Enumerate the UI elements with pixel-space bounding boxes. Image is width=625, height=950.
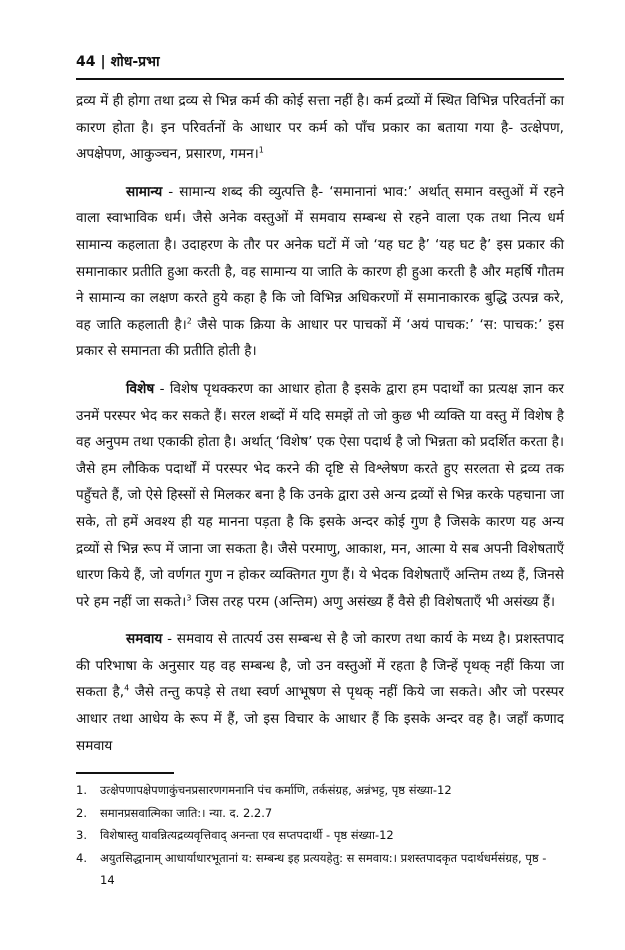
footnote-text: समानप्रसवात्मिका जाति:। न्या. द. 2.2.7	[100, 805, 273, 820]
footnote-ref-1: 1	[258, 145, 264, 155]
vishesh-text-b: जिस तरह परम (अन्तिम) अणु असंख्य हैं वैसे ही विशेषताएँ भी असंख्य हैं।	[191, 593, 556, 610]
page-number: 44	[76, 54, 96, 70]
samavay-text-a: - समवाय से तात्पर्य उस सम्बन्ध से है जो कारण तथा कार्य के मध्य है। प्रशस्तपाद की परिभाषा के अनुसार यह वह सम्बन्ध है, जो उन वस्तुओं में रहता है जिन्हें पृथक् नहीं किया जा सकता है,	[76, 631, 564, 701]
footnote-number: 4.	[76, 850, 87, 865]
footnote-number: 3.	[76, 828, 87, 842]
footnote-item	[76, 824, 564, 847]
samanya-text-a: - सामान्य शब्द की व्युत्पत्ति है- ‘समानानां भाव:’ अर्थात् समान वस्तुओं में रहने वाला स्वाभाविक धर्म। जैसे अनेक वस्तुओं में समवाय सम्बन्ध से रहने वाला एक तथा नित्य धर्म सामान्य कहलाता है। उदाहरण के तौर पर अनेक घटों में जो ‘यह घट है’ ‘यह घट है’ इस प्रकार की समानाकार प्रतीति हुआ करती है, वह सामान्य या जाति के कारण ही हुआ करती है और महर्षि गौतम ने सामान्य का लक्षण करते हुये कहा है कि जो विभिन्न अधिकरणों में समानाकारक बुद्धि उत्पन्न करे, वह जाति कहलाती है।	[76, 183, 564, 333]
footnote-item	[76, 802, 564, 825]
term-samavay: समवाय	[126, 631, 163, 648]
paragraph-samavay	[76, 626, 564, 759]
paragraph-samanya	[76, 179, 564, 365]
vishesh-text-a: - विशेष पृथक्करण का आधार होता है इसके द्वारा हम पदार्थों का प्रत्यक्ष ज्ञान कर उनमें परस्पर भेद कर सकते हैं। सरल शब्दों में यदि समझें तो जो कुछ भी व्यक्ति या वस्तु में विशेष है वह अनुपम तथा एकाकी होता है। अर्थात् ‘विशेष’ एक ऐसा पदार्थ है जो भिन्नता को प्रदर्शित करता है। जैसे हम लौकिक पदार्थों में परस्पर भेद करने की दृष्टि से विश्लेषण करते हुए सरलता से द्रव्य तक पहुँचते हैं, जो ऐसे हिस्सों से मिलकर बना है कि उनके द्वारा उसे अन्य द्रव्यों से भिन्न करके पहचाना जा सके, तो हमें अवश्य ही यह मानना पड़ता है कि इसके अन्दर कोई गुण है जिसके कारण यह अन्य द्रव्यों से भिन्न रूप में जाना जा सकता है। जैसे परमाणु, आकाश, मन, आत्मा ये सब अपनी विशेषताएँ धारण किये हैं, जो वर्णगत गुण न होकर व्यक्तिगत गुण हैं। ये भेदक विशेषताएँ अन्तिम तथ्य हैं, जिनसे परे हम नहीं जा सकते।	[76, 380, 564, 610]
header-rule	[76, 78, 564, 80]
journal-title: शोध-प्रभा	[110, 54, 160, 70]
header-separator: |	[100, 54, 106, 70]
footnote-text: अयुतसिद्धानाम् आधार्याधारभूतानां य: सम्बन्ध इह प्रत्ययहेतु: स समवाय:। प्रशस्तपादकृत पदार्थधर्मसंग्रह, पृष्ठ - 14	[100, 850, 547, 887]
footnote-ref-4: 4	[124, 683, 130, 693]
term-vishesh: विशेष	[126, 380, 155, 397]
running-header	[76, 52, 564, 71]
samanya-text-b: जैसे पाक क्रिया के आधार पर पाचकों में ‘अयं पाचक:’ ‘स: पाचक:’ इस प्रकार से समानता की प्रतीति होती है।	[76, 316, 564, 360]
footnote-text: विशेषास्तु यावन्नित्यद्रव्यवृत्तिवाद् अनन्ता एव सप्तपदार्थी - पृष्ठ संख्या-12	[100, 828, 394, 842]
footnotes	[76, 779, 564, 892]
paragraph-intro	[76, 88, 564, 168]
term-samanya: सामान्य	[126, 183, 163, 200]
footnote-ref-2: 2	[186, 316, 192, 326]
body-text	[76, 88, 564, 759]
footnote-number: 2.	[76, 805, 87, 820]
footnote-text: उत्क्षेपणापक्षेपणाकुंचनप्रसारणगमनानि पंच कर्माणि, तर्कसंग्रह, अन्नंभट्ट, पृष्ठ संख्या-12	[100, 783, 452, 797]
footnote-rule	[76, 772, 174, 774]
footnote-number: 1.	[76, 783, 87, 797]
footnote-item	[76, 779, 564, 802]
intro-text: द्रव्य में ही होगा तथा द्रव्य से भिन्न कर्म की कोई सत्ता नहीं है। कर्म द्रव्यों में स्थित विभिन्न परिवर्तनों का कारण होता है। इन परिवर्तनों के आधार पर कर्म को पाँच प्रकार का बताया गया है- उत्क्षेपण, अपक्षेपण, आकुञ्चन, प्रसारण, गमन।	[76, 93, 565, 163]
paragraph-vishesh	[76, 376, 564, 615]
footnote-item	[76, 847, 564, 892]
samavay-text-b: जैसे तन्तु कपड़े से तथा स्वर्ण आभूषण से पृथक् नहीं किये जा सकते। और जो परस्पर आधार तथा आधेय के रूप में हैं, जो इस विचार के आधार हैं कि इसके अन्दर वह है। जहाँ कणाद समवाय	[76, 684, 564, 754]
footnote-ref-3: 3	[186, 593, 192, 603]
